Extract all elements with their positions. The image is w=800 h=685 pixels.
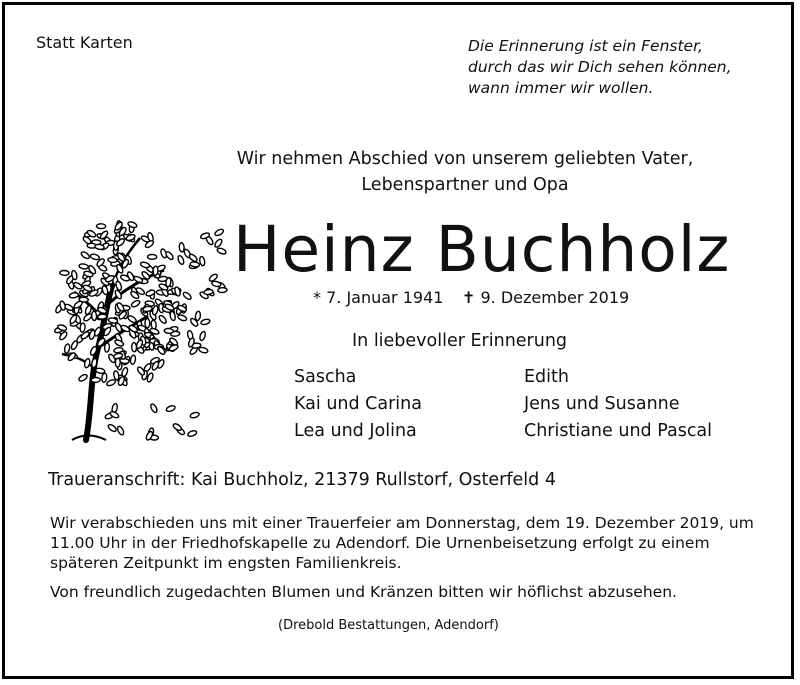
birth-date: * 7. Januar 1941 <box>313 288 444 307</box>
mourners-left <box>294 364 422 445</box>
memory-line: In liebevoller Erinnerung <box>352 331 568 351</box>
farewell-intro <box>210 146 720 198</box>
intro-line: Lebenspartner und Opa <box>361 175 569 195</box>
quote-line: durch das wir Dich sehen können, <box>468 58 732 76</box>
undertaker-credit: (Drebold Bestattungen, Adendorf) <box>278 618 499 633</box>
mourning-address: Traueranschrift: Kai Buchholz, 21379 Rullstorf, Osterfeld 4 <box>48 470 556 490</box>
memorial-quote <box>468 36 768 99</box>
wind-blown-tree-icon <box>48 208 228 444</box>
ceremony-text: Wir verabschieden uns mit einer Trauerfeier am Donnerstag, dem 19. Dezember 2019, um 11.00 Uhr in der Friedhofskapelle zu Adendorf. Die Urnenbeisetzung erfolgt zu einem späteren Zeitpunkt im engsten Familienkreis. <box>50 514 754 572</box>
quote-line: Die Erinnerung ist ein Fenster, <box>468 37 703 55</box>
death-date: ✝ 9. Dezember 2019 <box>462 288 630 307</box>
mourner-name: Jens und Susanne <box>524 394 680 414</box>
deceased-name: Heinz Buchholz <box>233 213 731 286</box>
mourner-name: Sascha <box>294 367 357 387</box>
flowers-note: Von freundlich zugedachten Blumen und Kränzen bitten wir höflichst abzusehen. <box>50 583 677 601</box>
mourner-name: Kai und Carina <box>294 394 422 414</box>
mourners-right <box>524 364 712 445</box>
mourner-name: Christiane und Pascal <box>524 421 713 441</box>
statt-karten-label: Statt Karten <box>36 33 133 52</box>
mourner-name: Edith <box>524 367 569 387</box>
quote-line: wann immer wir wollen. <box>468 79 654 97</box>
intro-line: Wir nehmen Abschied von unserem geliebten Vater, <box>236 149 694 169</box>
mourner-name: Lea und Jolina <box>294 421 417 441</box>
